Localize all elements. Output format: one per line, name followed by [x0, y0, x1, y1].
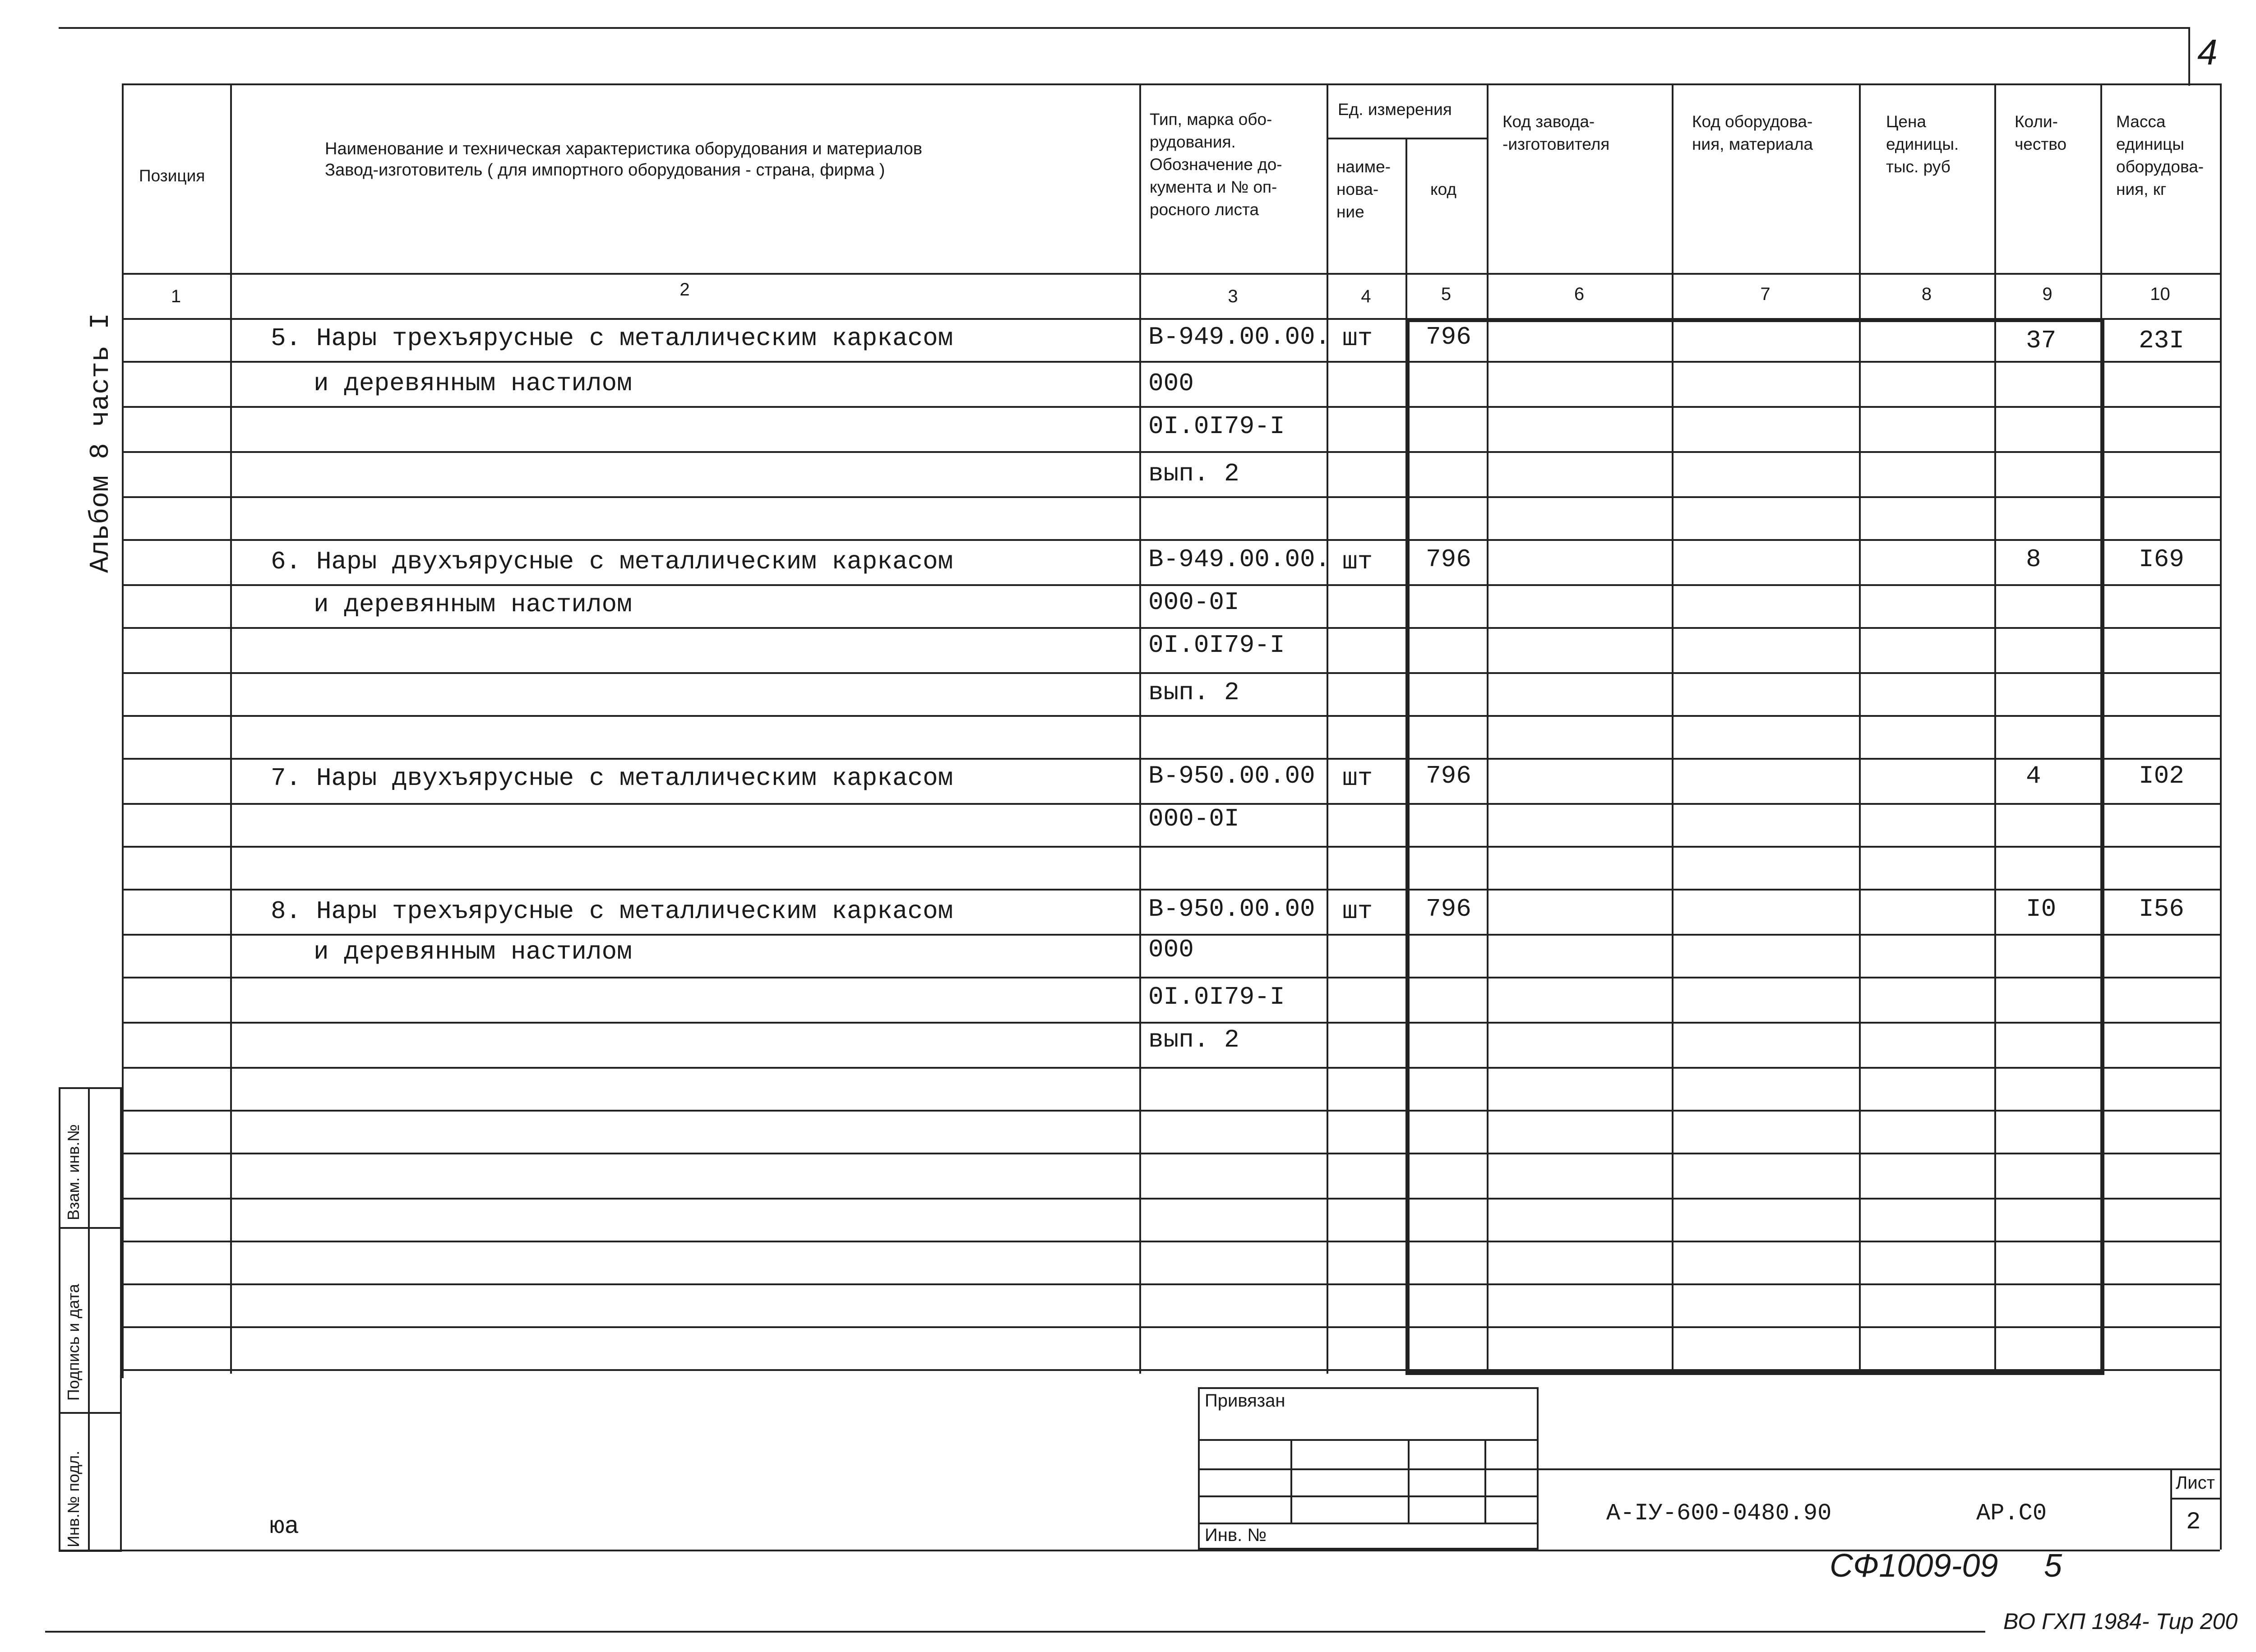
body-row-line	[122, 406, 2220, 408]
document-code: А-IУ-600-0480.90	[1606, 1500, 1832, 1527]
item-5-qty: 37	[2026, 326, 2057, 355]
body-row-line	[122, 1022, 2220, 1024]
side-stamp-sep-2	[59, 1412, 122, 1414]
item-8-type-2: 000	[1148, 935, 1194, 964]
privyazan-col-1	[1290, 1439, 1292, 1523]
side-label-album: Альбом 8 часть I	[86, 313, 116, 573]
top-rule	[59, 27, 2188, 29]
col-sep-1	[230, 83, 232, 1374]
side-stamp-inv-podl: Инв.№ подл.	[64, 1450, 83, 1547]
body-row-line	[122, 627, 2220, 629]
handwritten-code-num: 5	[2044, 1548, 2062, 1584]
colnum-2: 2	[680, 280, 690, 300]
table-left-border	[122, 83, 124, 1378]
body-row-line	[122, 1283, 2220, 1285]
colnum-1: 1	[171, 286, 181, 306]
body-row-line	[122, 846, 2220, 848]
item-6-qty: 8	[2026, 545, 2041, 574]
item-5-code: 796	[1426, 323, 1471, 351]
item-5-type-2: 000	[1148, 369, 1194, 398]
side-stamp-split	[88, 1087, 90, 1552]
bottom-rule	[45, 1631, 1985, 1633]
table-top-border	[122, 83, 2220, 85]
header-bottom	[122, 273, 2220, 275]
body-row-line	[122, 361, 2220, 363]
body-row-line	[122, 1067, 2220, 1069]
body-row-line	[122, 451, 2220, 453]
list-number: 2	[2186, 1509, 2201, 1536]
item-8-mass: I56	[2139, 895, 2184, 923]
header-type: Тип, марка обо- рудования. Обозначение до- кумента и № оп- росного листа	[1150, 110, 1282, 219]
body-row-line	[122, 539, 2220, 541]
item-6-unit: шт	[1342, 547, 1373, 576]
left-mark: юа	[270, 1513, 299, 1541]
colnum-7: 7	[1760, 284, 1771, 304]
item-6-type-2: 000-0I	[1148, 588, 1239, 617]
privyazan-row-2	[1198, 1468, 1539, 1470]
body-row-line	[122, 1153, 2220, 1154]
header-factory-code: Код завода- -изготовителя	[1502, 112, 1610, 153]
list-label: Лист	[2176, 1473, 2215, 1493]
list-box-split	[2170, 1498, 2220, 1500]
body-row-line	[122, 584, 2220, 586]
handwritten-bottom: ВО ГХП 1984- Тир 200	[2003, 1609, 2238, 1634]
item-8-unit: шт	[1342, 897, 1373, 926]
item-8-type-3: 0I.0I79-I	[1148, 983, 1285, 1011]
item-6-mass: I69	[2139, 545, 2184, 574]
header-unit-code: код	[1430, 180, 1456, 198]
item-5-mass: 23I	[2139, 326, 2184, 355]
body-row-line	[122, 496, 2220, 498]
item-7-code: 796	[1426, 761, 1471, 790]
privyazan-col-2	[1408, 1439, 1410, 1523]
item-7-qty: 4	[2026, 761, 2041, 790]
privyazan-row-3	[1198, 1495, 1539, 1497]
item-6-type-1: В-949.00.00.	[1148, 545, 1331, 574]
item-8-qty: I0	[2026, 895, 2057, 923]
header-unit: Ед. измерения	[1338, 100, 1452, 119]
item-7-type-1: В-950.00.00	[1148, 761, 1315, 790]
colnum-10: 10	[2150, 284, 2170, 304]
body-row-line	[122, 1110, 2220, 1112]
header-name-line1: Наименование и техническая характеристика оборудования и материалов	[325, 139, 922, 158]
item-5-name: 5. Нары трехъярусные с металлическим каркасом	[271, 324, 953, 353]
header-mass: Масса единицы оборудова- ния, кг	[2116, 112, 2204, 198]
table-bottom	[122, 1369, 2220, 1371]
item-7-mass: I02	[2139, 761, 2184, 790]
item-6-code: 796	[1426, 545, 1471, 574]
body-row-line	[122, 715, 2220, 717]
body-row-line	[122, 1326, 2220, 1328]
header-unit-name: наиме- нова- ние	[1336, 157, 1391, 221]
colnum-6: 6	[1574, 284, 1585, 304]
body-row-line	[122, 672, 2220, 674]
colnum-9: 9	[2042, 284, 2053, 304]
privyazan-col-3	[1484, 1439, 1486, 1523]
item-5-type-3: 0I.0I79-I	[1148, 412, 1285, 441]
side-stamp-vzam: Взам. инв.№	[64, 1124, 83, 1220]
item-5-unit: шт	[1342, 324, 1373, 353]
body-row-line	[122, 889, 2220, 891]
list-box-left	[2170, 1468, 2172, 1550]
page-number-box-left	[2188, 27, 2190, 86]
body-row-line	[122, 977, 2220, 978]
side-stamp-sep-1	[59, 1227, 122, 1229]
privyazan-label: Привязан	[1205, 1391, 1285, 1411]
header-position: Позиция	[139, 166, 205, 185]
section-code: АР.С0	[1976, 1500, 2047, 1527]
header-quantity: Коли- чество	[2015, 112, 2067, 153]
header-price: Цена единицы. тыс. руб	[1886, 112, 1959, 176]
colnum-5: 5	[1441, 284, 1452, 304]
item-8-type-4: вып. 2	[1148, 1025, 1239, 1054]
header-equipment-code: Код оборудова- ния, материала	[1692, 112, 1813, 153]
header-name-line2: Завод-изготовитель ( для импортного оборудования - страна, фирма )	[325, 161, 885, 180]
inv-no-label: Инв. №	[1205, 1525, 1267, 1545]
title-block-top	[1539, 1468, 2220, 1470]
privyazan-row-1	[1198, 1439, 1539, 1441]
item-7-unit: шт	[1342, 764, 1373, 793]
colnum-3: 3	[1228, 286, 1238, 306]
item-6-type-3: 0I.0I79-I	[1148, 631, 1285, 660]
item-8-name2: и деревянным настилом	[314, 937, 632, 966]
item-7-name: 7. Нары двухъярусные с металлическим каркасом	[271, 764, 953, 793]
side-stamp-podpis: Подпись и дата	[64, 1284, 83, 1401]
item-5-type-1: В-949.00.00.	[1148, 323, 1331, 351]
item-5-type-4: вып. 2	[1148, 459, 1239, 488]
item-6-type-4: вып. 2	[1148, 678, 1239, 707]
col-sep-2	[1139, 83, 1141, 1374]
item-8-code: 796	[1426, 895, 1471, 923]
body-row-line	[122, 1198, 2220, 1200]
colnum-8: 8	[1921, 284, 1932, 304]
handwritten-code: СФ1009-09	[1830, 1548, 1998, 1584]
item-7-type-2: 000-0I	[1148, 804, 1239, 833]
item-5-name2: и деревянным настилом	[314, 369, 632, 398]
body-row-line	[122, 758, 2220, 760]
table-right-border	[2220, 83, 2222, 1550]
body-row-line	[122, 1241, 2220, 1242]
item-6-name2: и деревянным настилом	[314, 590, 632, 619]
item-6-name: 6. Нары двухъярусные с металлическим каркасом	[271, 547, 953, 576]
item-8-name: 8. Нары трехъярусные с металлическим каркасом	[271, 897, 953, 926]
unit-header-split	[1327, 138, 1487, 139]
item-8-type-1: В-950.00.00	[1148, 895, 1315, 923]
col-sep-3	[1327, 83, 1328, 1374]
page-number: 4	[2197, 32, 2218, 72]
colnum-4: 4	[1361, 286, 1371, 306]
